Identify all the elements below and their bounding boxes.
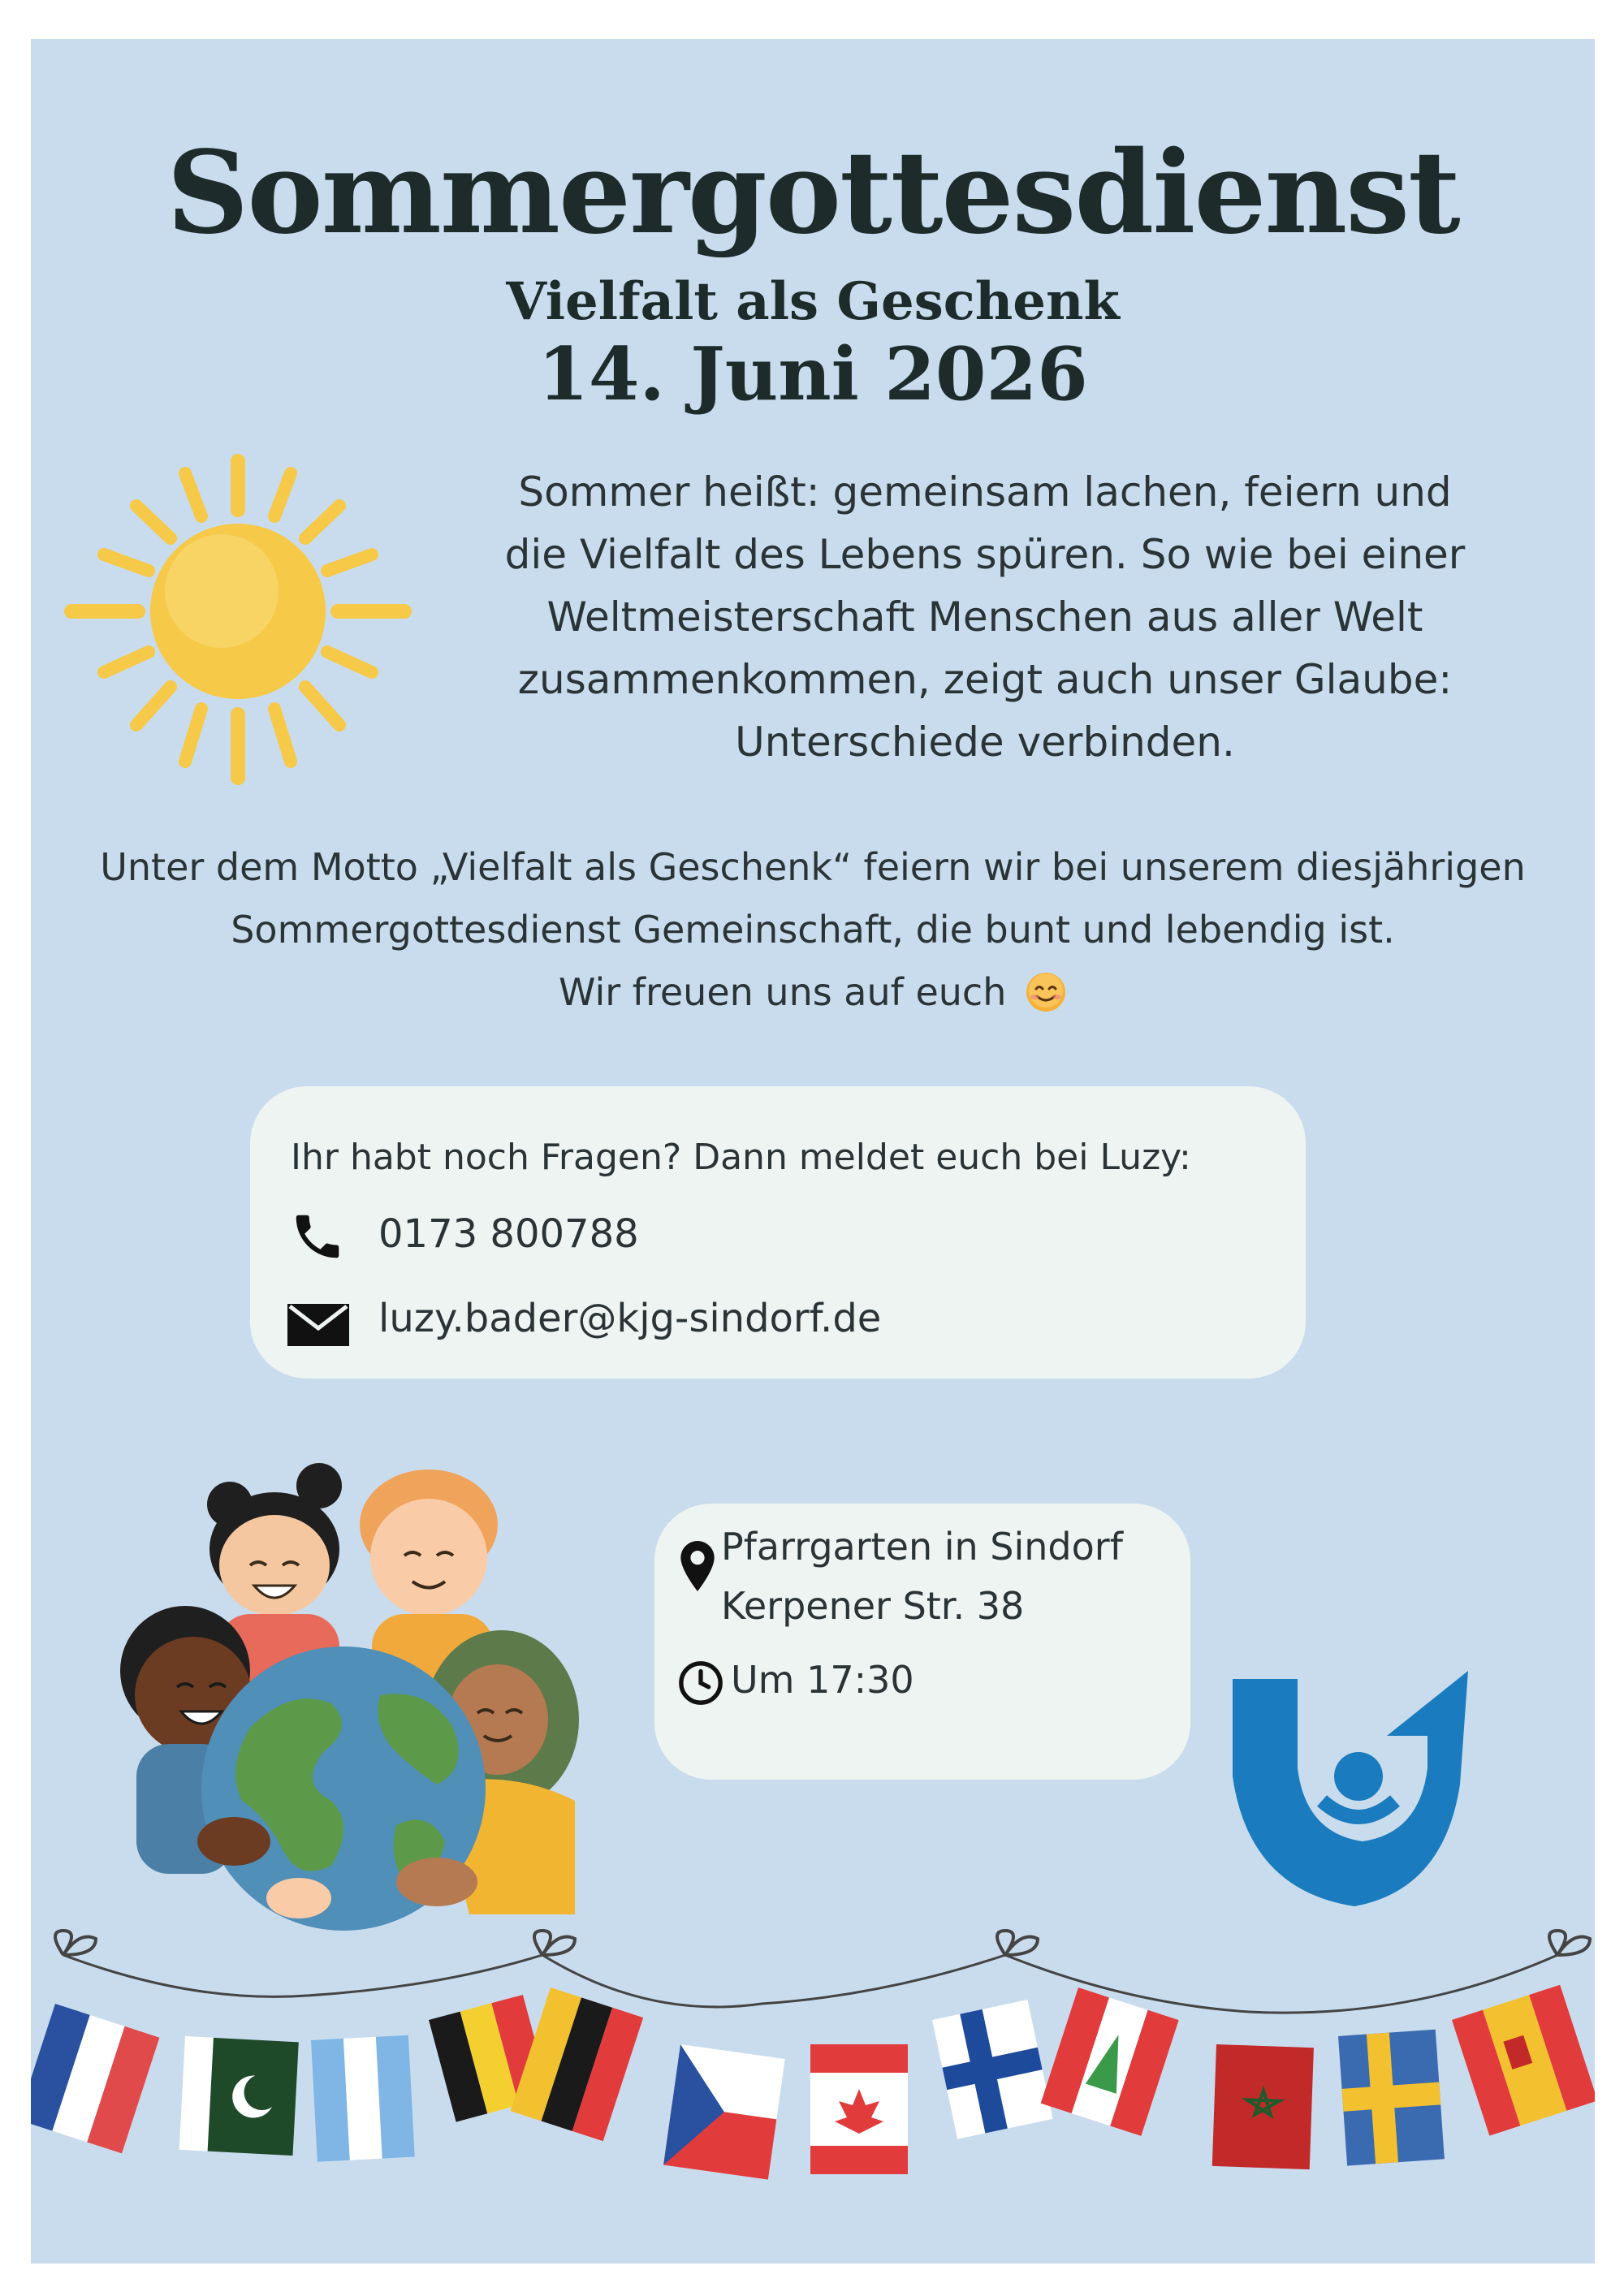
smiley-icon <box>1025 971 1067 1013</box>
location-pin-icon <box>680 1541 715 1591</box>
poster <box>31 39 1595 2264</box>
contact-phone[interactable]: 0173 800788 <box>378 1211 639 1257</box>
intro-line: zusammenkommen, zeigt auch unser Glaube: <box>517 656 1453 703</box>
subtitle: Vielfalt als Geschenk <box>506 271 1120 332</box>
kjg-logo <box>1216 1671 1476 1914</box>
intro-line: Weltmeisterschaft Menschen aus aller Welt <box>546 593 1423 641</box>
motto-line <box>31 961 1595 1024</box>
globe-children-illustration <box>88 1460 591 1947</box>
motto-text <box>31 836 1595 1024</box>
sun-icon <box>47 429 429 818</box>
contact-email[interactable]: luzy.bader@kjg-sindorf.de <box>378 1296 882 1341</box>
intro-text <box>404 461 1566 774</box>
motto-line: Unter dem Motto „Vielfalt als Geschenk“ feiern wir bei unserem diesjährigen <box>100 845 1526 889</box>
motto-line: Sommergottesdienst Gemeinschaft, die bunt und lebendig ist. <box>231 908 1395 952</box>
location-address: Kerpener Str. 38 <box>721 1584 1025 1628</box>
clock-icon <box>677 1659 724 1707</box>
intro-line: Sommer heißt: gemeinsam lachen, feiern und <box>518 468 1452 516</box>
location-name: Pfarrgarten in Sindorf <box>721 1525 1123 1569</box>
phone-icon <box>289 1208 346 1265</box>
flag-bunting <box>31 1923 1595 2264</box>
intro-line: die Vielfalt des Lebens spüren. So wie bei einer <box>504 531 1466 578</box>
mail-icon <box>287 1304 349 1346</box>
intro-line: Unterschiede verbinden. <box>735 719 1235 766</box>
event-date: 14. Juni 2026 <box>538 331 1088 417</box>
event-time: Um 17:30 <box>731 1658 914 1702</box>
contact-question: Ihr habt noch Fragen? Dann meldet euch bei Luzy: <box>291 1137 1191 1178</box>
page-title: Sommergottesdienst <box>166 127 1459 260</box>
motto-line-text: Wir freuen uns auf euch <box>559 970 1007 1014</box>
